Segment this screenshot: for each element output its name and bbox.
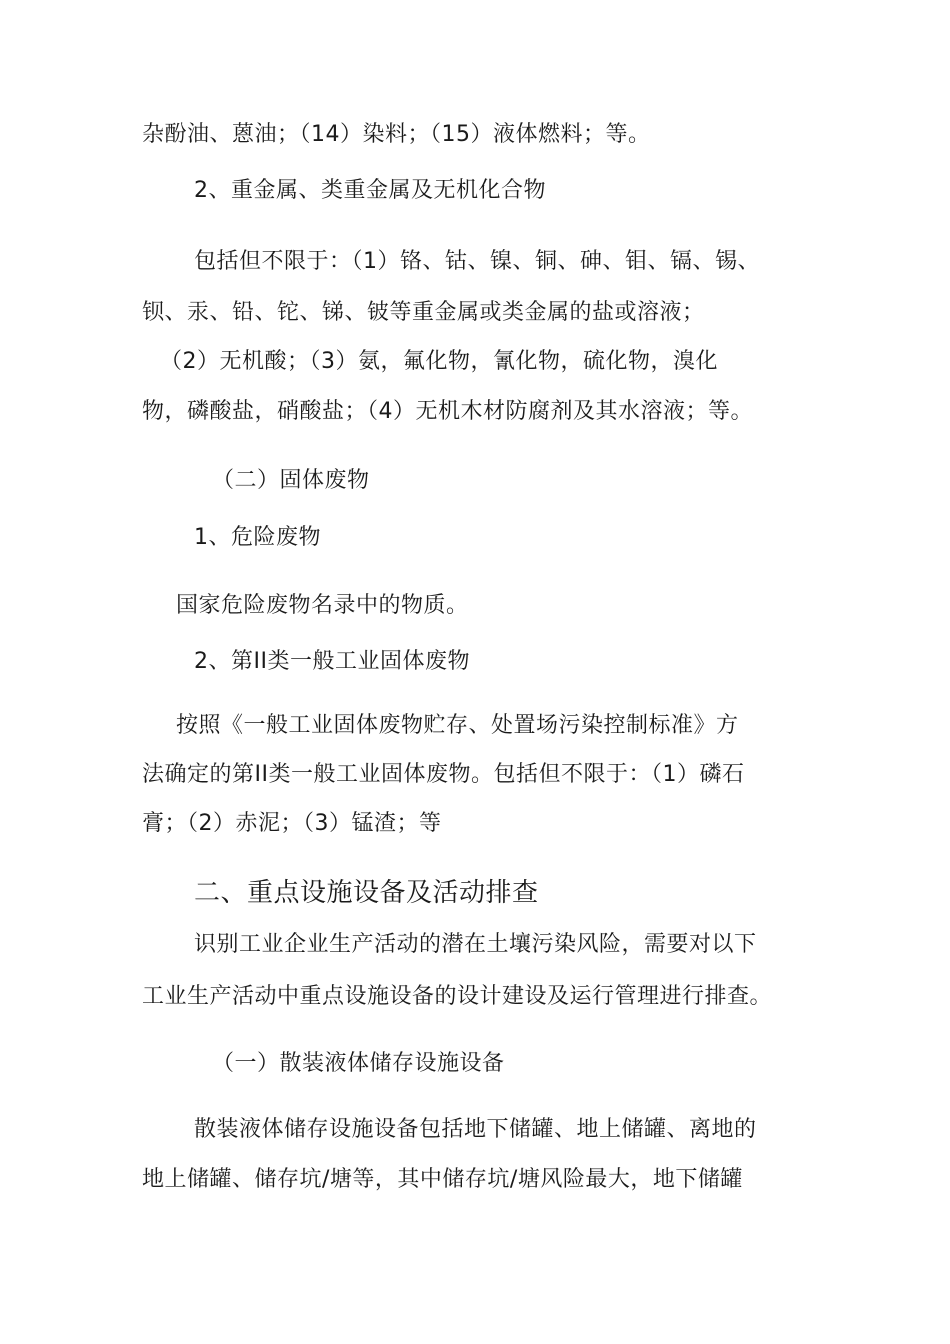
section-heading: （二）固体废物 xyxy=(212,468,370,493)
section-heading: 2、第II类一般工业固体废物 xyxy=(194,649,470,674)
paragraph-line: 地上储罐、储存坑/塘等，其中储存坑/塘风险最大，地下储罐 xyxy=(142,1167,743,1192)
paragraph-line: 包括但不限于：（1）铬、钴、镍、铜、砷、钼、镉、锡、 xyxy=(194,249,760,274)
paragraph-line: （2）无机酸；（3）氨，氟化物，氰化物，硫化物，溴化 xyxy=(160,349,718,374)
paragraph-line: 钡、汞、铅、铊、锑、铍等重金属或类金属的盐或溶液； xyxy=(142,300,705,325)
paragraph-line: 识别工业企业生产活动的潜在土壤污染风险，需要对以下 xyxy=(194,932,757,957)
section-heading: 2、重金属、类重金属及无机化合物 xyxy=(194,178,546,203)
section-heading: （一）散装液体储存设施设备 xyxy=(212,1051,505,1076)
paragraph-line: 法确定的第II类一般工业固体废物。包括但不限于：（1）磷石 xyxy=(142,762,745,787)
section-heading: 1、危险废物 xyxy=(194,525,321,550)
paragraph-line: 国家危险废物名录中的物质。 xyxy=(176,593,469,618)
paragraph-line: 按照《一般工业固体废物贮存、处置场污染控制标准》方 xyxy=(176,713,739,738)
paragraph-line: 散装液体储存设施设备包括地下储罐、地上储罐、离地的 xyxy=(194,1117,757,1142)
paragraph-line: 物，磷酸盐，硝酸盐；（4）无机木材防腐剂及其水溶液；等。 xyxy=(142,399,753,424)
paragraph-line: 工业生产活动中重点设施设备的设计建设及运行管理进行排查。 xyxy=(142,984,773,1009)
chapter-heading: 二、重点设施设备及活动排查 xyxy=(194,878,539,908)
paragraph-line: 膏；（2）赤泥；（3）锰渣；等 xyxy=(142,811,442,836)
paragraph-line: 杂酚油、蒽油；（14）染料；（15）液体燃料；等。 xyxy=(142,122,651,147)
